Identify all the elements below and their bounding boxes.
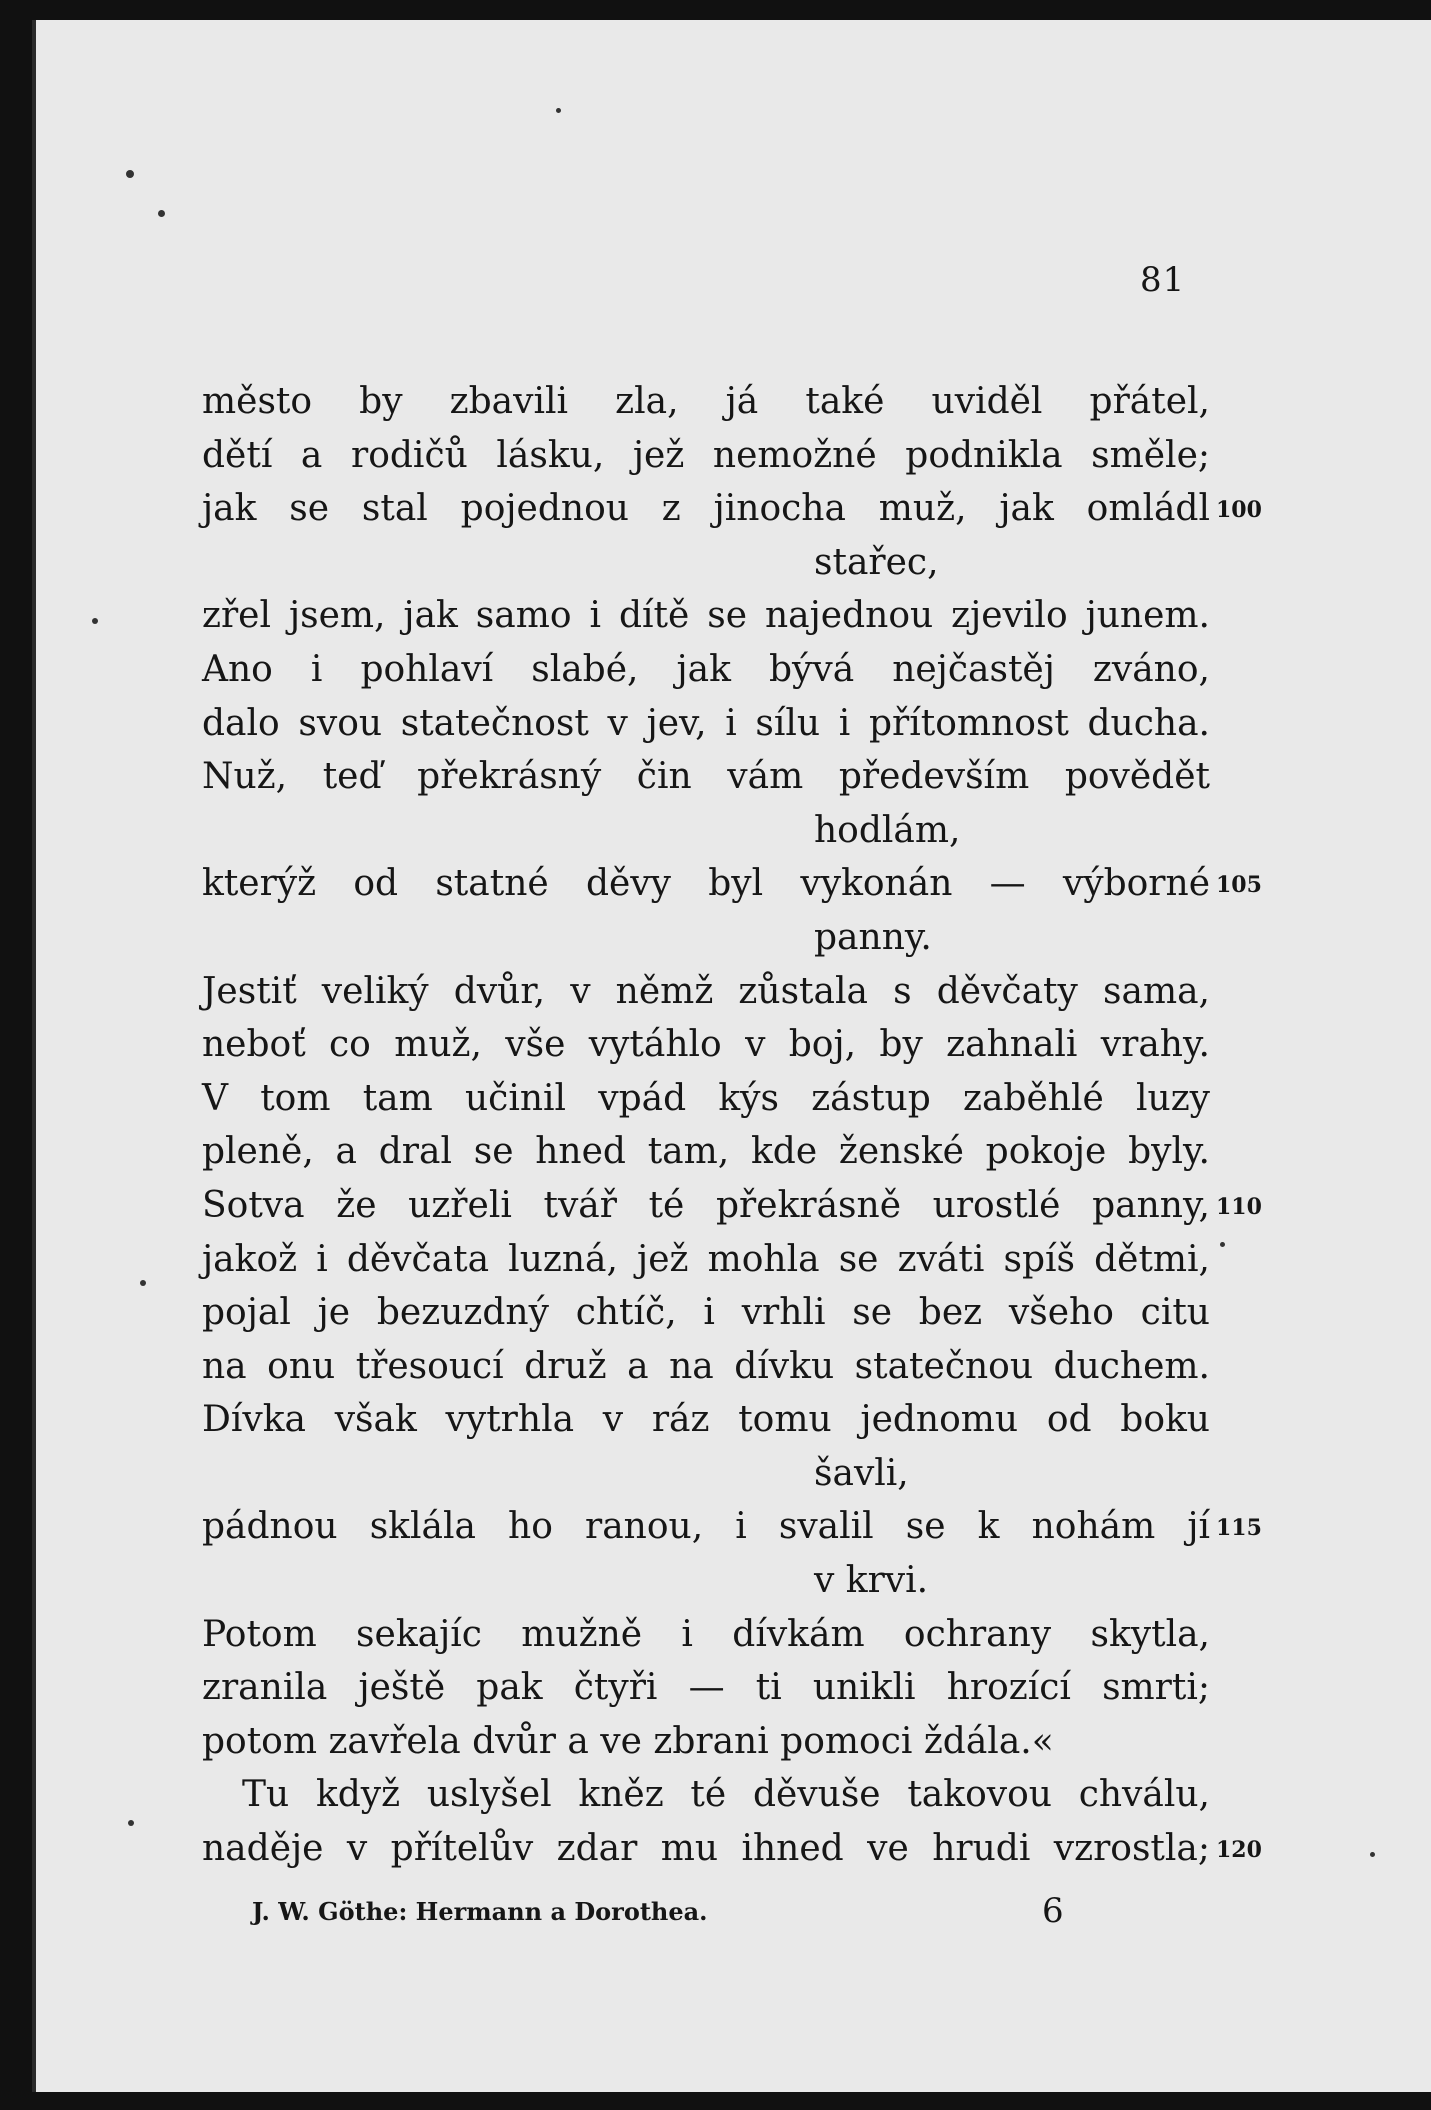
scan-speck xyxy=(92,618,98,624)
footer-title: J. W. Göthe: Hermann a Dorothea. xyxy=(252,1897,708,1926)
verse-line xyxy=(202,1715,1431,1769)
poem-text xyxy=(202,375,1431,1876)
verse-line xyxy=(202,1768,1431,1822)
verse-text: Dívka však vytrhla v ráz tomu jednomu od boku xyxy=(202,1399,1210,1441)
line-number: 120 xyxy=(1216,1837,1262,1864)
verse-line xyxy=(202,1286,1431,1340)
verse-continuation xyxy=(202,804,1431,858)
verse-line xyxy=(202,1340,1431,1394)
verse-text: Jestiť veliký dvůr, v němž zůstala s děvčaty sama, xyxy=(202,970,1210,1012)
verse-continuation xyxy=(202,1447,1431,1501)
verse-line xyxy=(202,1661,1431,1715)
verse-text: dalo svou statečnost v jev, i sílu i přítomnost ducha. xyxy=(202,702,1210,744)
verse-text: pleně, a dral se hned tam, kde ženské pokoje byly. xyxy=(202,1131,1210,1173)
line-number: 115 xyxy=(1216,1515,1262,1542)
verse-line xyxy=(202,1608,1431,1662)
page-number: 81 xyxy=(1140,260,1186,300)
verse-line xyxy=(202,375,1431,429)
verse-text: panny. xyxy=(814,916,932,958)
verse-text: v krvi. xyxy=(814,1560,929,1602)
verse-text: naděje v přítelův zdar mu ihned ve hrudi vzrostla; xyxy=(202,1828,1210,1870)
line-number: 105 xyxy=(1216,872,1262,899)
verse-text: zranila ještě pak čtyři — ti unikli hrozící smrti; xyxy=(202,1667,1210,1709)
verse-line xyxy=(202,750,1431,804)
verse-text: dětí a rodičů lásku, jež nemožné podnikla směle; xyxy=(202,434,1210,476)
page-footer xyxy=(252,1891,1112,1931)
scan-speck xyxy=(556,108,561,113)
scan-speck xyxy=(140,1280,146,1286)
verse-line xyxy=(202,697,1431,751)
verse-text: město by zbavili zla, já také uviděl přátel, xyxy=(202,381,1210,422)
verse-line xyxy=(202,482,1431,536)
verse-text: jak se stal pojednou z jinocha muž, jak omládl xyxy=(202,488,1210,530)
scan-speck xyxy=(158,210,165,217)
line-number: 110 xyxy=(1216,1193,1262,1220)
line-number: 100 xyxy=(1216,497,1262,524)
verse-line xyxy=(202,589,1431,643)
verse-text: hodlám, xyxy=(814,809,961,851)
verse-text: na onu třesoucí druž a na dívku statečnou duchem. xyxy=(202,1345,1210,1387)
verse-line xyxy=(202,429,1431,483)
verse-text: stařec, xyxy=(814,541,939,583)
book-page xyxy=(32,20,1431,2092)
verse-text: neboť co muž, vše vytáhlo v boj, by zahnali vrahy. xyxy=(202,1024,1210,1066)
verse-text: jakož i děvčata luzná, jež mohla se zváti spíš dětmi, xyxy=(202,1238,1210,1280)
verse-text: Nuž, teď překrásný čin vám především povědět xyxy=(202,756,1210,798)
verse-text: potom zavřela dvůr a ve zbrani pomoci ždála.« xyxy=(202,1720,1054,1762)
verse-text: pádnou sklála ho ranou, i svalil se k nohám jí xyxy=(202,1506,1210,1548)
verse-continuation xyxy=(202,536,1431,590)
verse-continuation xyxy=(202,911,1431,965)
verse-line xyxy=(202,1500,1431,1554)
verse-text: zřel jsem, jak samo i dítě se najednou zjevilo junem. xyxy=(202,595,1210,637)
verse-line xyxy=(202,643,1431,697)
verse-continuation xyxy=(202,1554,1431,1608)
verse-line xyxy=(202,1125,1431,1179)
verse-line xyxy=(202,1072,1431,1126)
scan-speck xyxy=(128,1820,134,1826)
scan-speck xyxy=(1370,1852,1375,1857)
verse-line xyxy=(202,965,1431,1019)
verse-text: V tom tam učinil vpád kýs zástup zaběhlé luzy xyxy=(202,1077,1210,1119)
verse-text: šavli, xyxy=(814,1452,909,1494)
verse-line xyxy=(202,1018,1431,1072)
verse-text: Sotva že uzřeli tvář té překrásně urostlé panny, xyxy=(202,1184,1210,1226)
verse-text: Tu když uslyšel kněz té děvuše takovou chválu, xyxy=(242,1774,1210,1816)
signature-mark: 6 xyxy=(1042,1891,1064,1931)
verse-text: pojal je bezuzdný chtíč, i vrhli se bez všeho citu xyxy=(202,1292,1210,1334)
verse-line xyxy=(202,1822,1431,1876)
verse-line xyxy=(202,1179,1431,1233)
verse-line xyxy=(202,1393,1431,1447)
verse-line xyxy=(202,857,1431,911)
verse-text: Potom sekajíc mužně i dívkám ochrany skytla, xyxy=(202,1613,1210,1655)
verse-line xyxy=(202,1233,1431,1287)
verse-text: Ano i pohlaví slabé, jak bývá nejčastěj zváno, xyxy=(202,648,1210,690)
verse-text: kterýž od statné děvy byl vykonán — výborné xyxy=(202,863,1210,905)
scan-speck xyxy=(126,170,134,178)
scan-speck xyxy=(1220,1242,1225,1247)
